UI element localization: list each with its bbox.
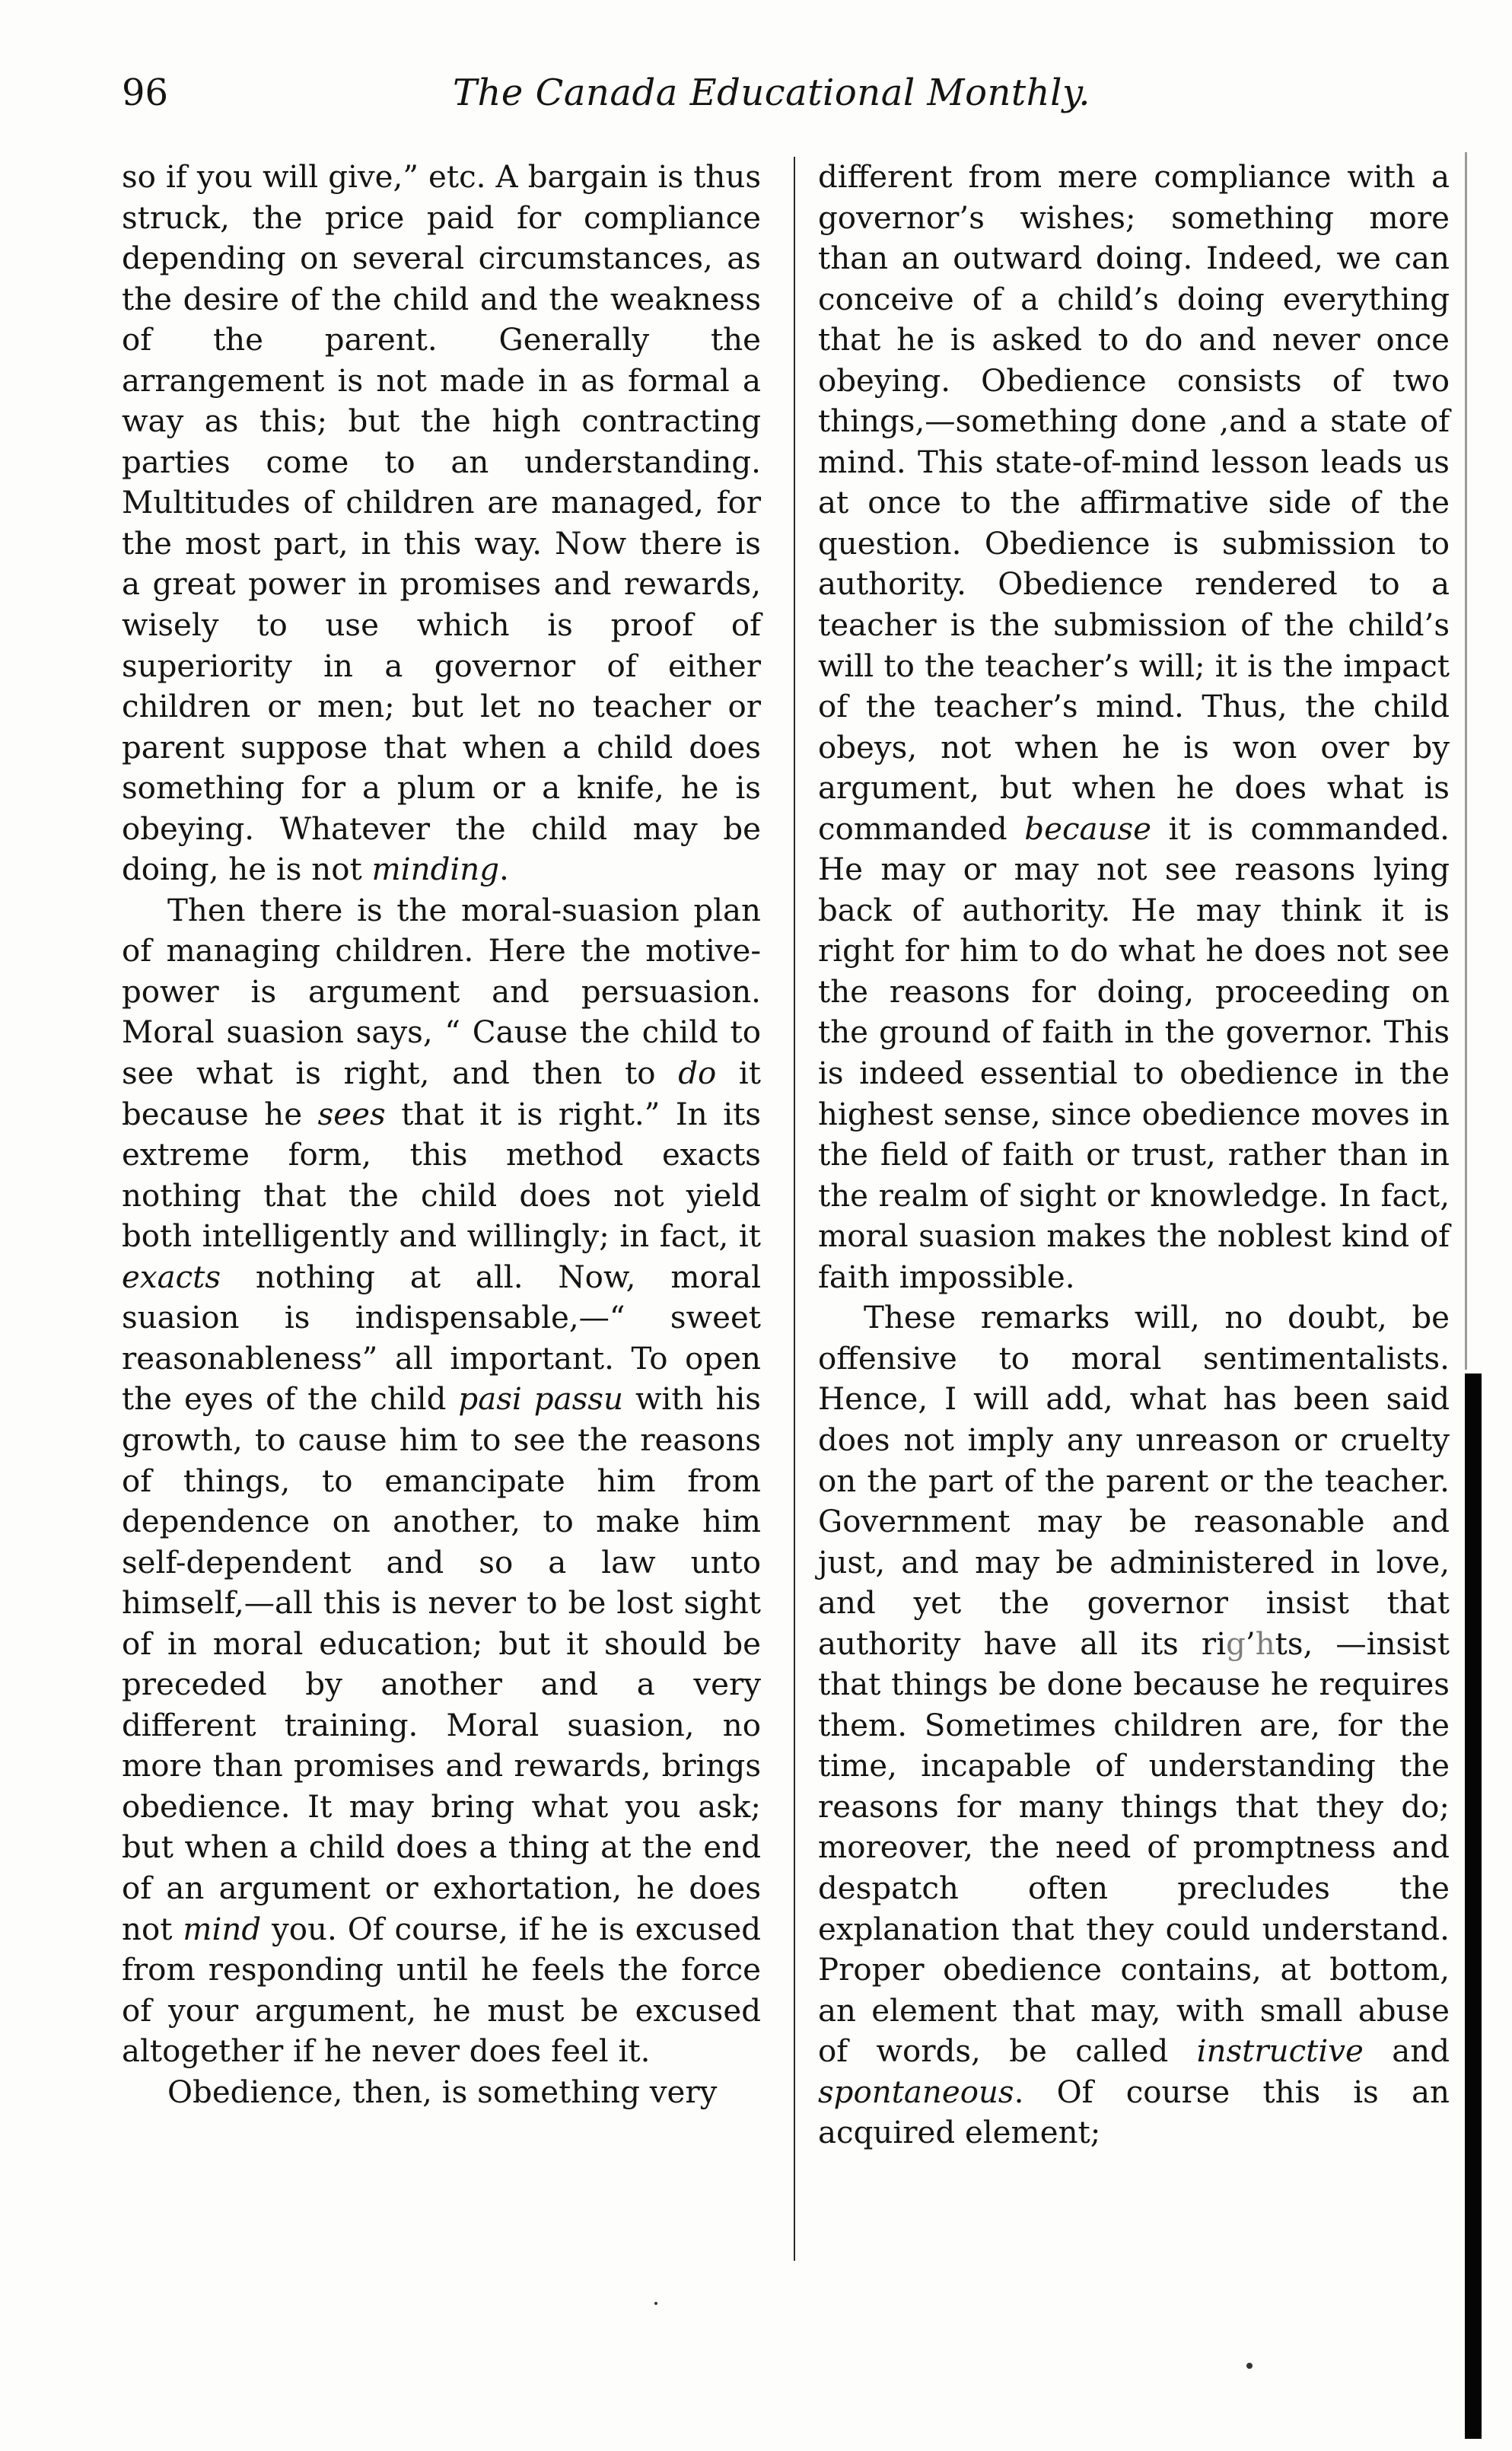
binding-edge-line	[1465, 152, 1467, 1370]
paragraph: Then there is the moral-suasion plan of managing children. Here the motive-power is argument and persuasion. Moral suasion says, “ Cause the child to see what is right, and then to do it because he sees that it is right.” In its extreme form, this method exacts nothing that the child does not yield both intelligently and willingly; in fact, it exacts nothing at all. Now, moral suasion is indispensable,—“ sweet reasonableness” all important. To open the eyes of the child pasi passu with his growth, to cause him to see the reasons of things, to emancipate him from dependence on another, to make him self-dependent and so a law unto himself,—all this is never to be lost sight of in moral education; but it should be preceded by another and a very different training. Moral suasion, no more than promises and rewards, brings obedience. It may bring what you ask; but when a child does a thing at the end of an argument or exhortation, he does not mind you. Of course, if he is excused from responding until he feels the force of your argument, he must be excused altogether if he never does feel it.	[122, 892, 762, 2070]
left-text-column	[122, 157, 761, 2112]
paragraph: These remarks will, no doubt, be offensive to moral sentimentalists. Hence, I will add, what has been said does not imply any unreason or cruelty on the part of the parent or the teacher. Government may be reasonable and just, and may be administered in love, and yet the governor insist that authority have all its rig’hts, —insist that things be done because he requires them. Sometimes children are, for the time, incapable of understanding the reasons for many things that they do; moreover, the need of promptness and despatch often precludes the explanation that they could understand. Proper obedience contains, at bottom, an element that may, with small abuse of words, be called instructive and spontaneous. Of course this is an acquired element;	[818, 1300, 1450, 2151]
binding-shadow	[1465, 1374, 1482, 2439]
paragraph: so if you will give,” etc. A bargain is thus struck, the price paid for compliance depending on several circumstances, as the desire of the child and the weakness of the parent. Generally the arrangement is not made in as formal a way as this; but the high contracting parties come to an understanding. Multitudes of children are managed, for the most part, in this way. Now there is a great power in promises and rewards, wisely to use which is proof of superiority in a governor of either children or men; but let no teacher or parent suppose that when a child does something for a plum or a knife, he is obeying. Whatever the child may be doing, he is not minding.	[122, 159, 761, 888]
ink-speck	[654, 2302, 657, 2305]
page-number: 96	[122, 72, 169, 114]
running-header	[0, 62, 1512, 131]
column-divider	[794, 157, 795, 2261]
paragraph: different from mere compliance with a governor’s wishes; something more than an outward doing. Indeed, we can conceive of a child’s doing everything that he is asked to do and never once obeying. Obedience consists of two things,—something done ,and a state of mind. This state-of-mind lesson leads us at once to the affirmative side of the question. Obedience is submission to authority. Obedience rendered to a teacher is the submission of the child’s will to the teacher’s will; it is the impact of the teacher’s mind. Thus, the child obeys, not when he is won over by argument, but when he does what is commanded because it is commanded. He may or may not see reasons lying back of authority. He may think it is right for him to do what he does not see the reasons for doing, proceeding on the ground of faith in the governor. This is indeed essential to obedience in the highest sense, since obedience moves in the field of faith or trust, rather than in the realm of sight or knowledge. In fact, moral suasion makes the noblest kind of faith impossible.	[818, 159, 1450, 1295]
right-text-column	[818, 157, 1450, 2153]
journal-title: The Canada Educational Monthly.	[453, 72, 1090, 114]
ink-speck	[1246, 2363, 1253, 2369]
paragraph: Obedience, then, is something very	[167, 2074, 718, 2110]
